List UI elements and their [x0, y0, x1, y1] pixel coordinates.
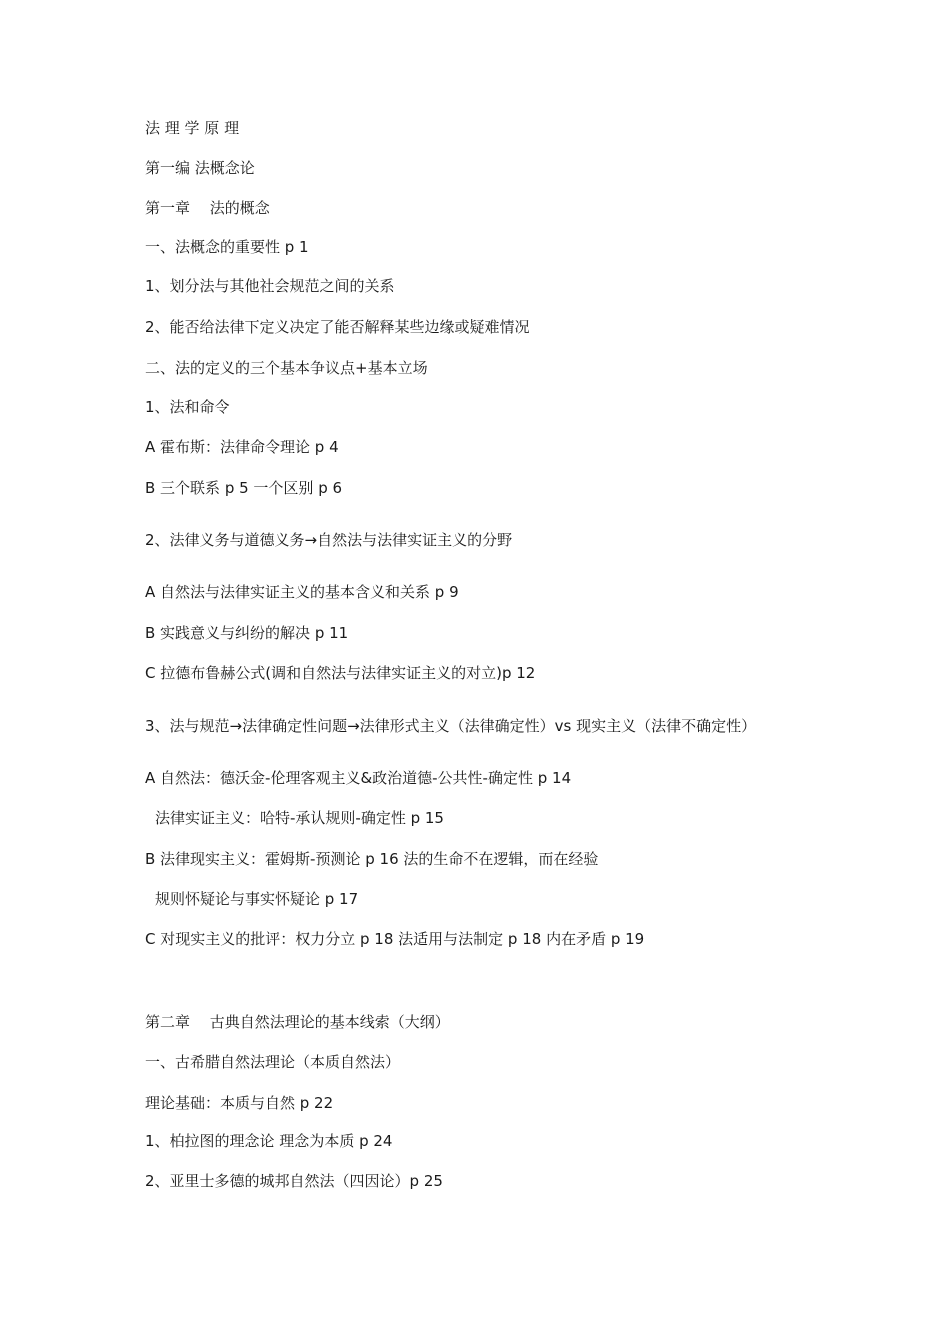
- text-line: 1、划分法与其他社会规范之间的关系: [145, 277, 395, 295]
- text-line: 法律实证主义：哈特-承认规则-确定性 p 15: [155, 809, 444, 827]
- part-heading: 第一编 法概念论: [145, 159, 255, 177]
- text-line: 1、法和命令: [145, 398, 230, 416]
- text-line: A 霍布斯：法律命令理论 p 4: [145, 438, 339, 456]
- section-heading-3: 一、古希腊自然法理论（本质自然法）: [145, 1053, 401, 1071]
- section-heading-2: 二、法的定义的三个基本争议点+基本立场: [145, 359, 428, 377]
- text-line: B 三个联系 p 5 一个区别 p 6: [145, 479, 343, 497]
- text-line: 规则怀疑论与事实怀疑论 p 17: [155, 890, 359, 908]
- section-heading-1: 一、法概念的重要性 p 1: [145, 238, 309, 256]
- text-line: A 自然法：德沃金-伦理客观主义&政治道德-公共性-确定性 p 14: [145, 769, 572, 787]
- text-line: 2、能否给法律下定义决定了能否解释某些边缘或疑难情况: [145, 318, 530, 336]
- text-line: C 拉德布鲁赫公式(调和自然法与法律实证主义的对立)p 12: [145, 664, 536, 682]
- text-line: B 实践意义与纠纷的解决 p 11: [145, 624, 349, 642]
- chapter-heading-2: 第二章 古典自然法理论的基本线索（大纲）: [145, 1013, 450, 1031]
- text-line: 3、法与规范→法律确定性问题→法律形式主义（法律确定性）vs 现实主义（法律不确定性）: [145, 717, 757, 735]
- text-line: 理论基础：本质与自然 p 22: [145, 1094, 334, 1112]
- text-line: C 对现实主义的批评：权力分立 p 18 法适用与法制定 p 18 内在矛盾 p 19: [145, 930, 645, 948]
- text-line: 1、柏拉图的理念论 理念为本质 p 24: [145, 1132, 393, 1150]
- text-line: 2、亚里士多德的城邦自然法（四因论）p 25: [145, 1172, 443, 1190]
- chapter-heading-1: 第一章 法的概念: [145, 199, 270, 217]
- text-line: A 自然法与法律实证主义的基本含义和关系 p 9: [145, 583, 459, 601]
- doc-title: 法 理 学 原 理: [145, 119, 240, 137]
- text-line: B 法律现实主义：霍姆斯-预测论 p 16 法的生命不在逻辑，而在经验: [145, 850, 599, 868]
- text-line: 2、法律义务与道德义务→自然法与法律实证主义的分野: [145, 531, 513, 549]
